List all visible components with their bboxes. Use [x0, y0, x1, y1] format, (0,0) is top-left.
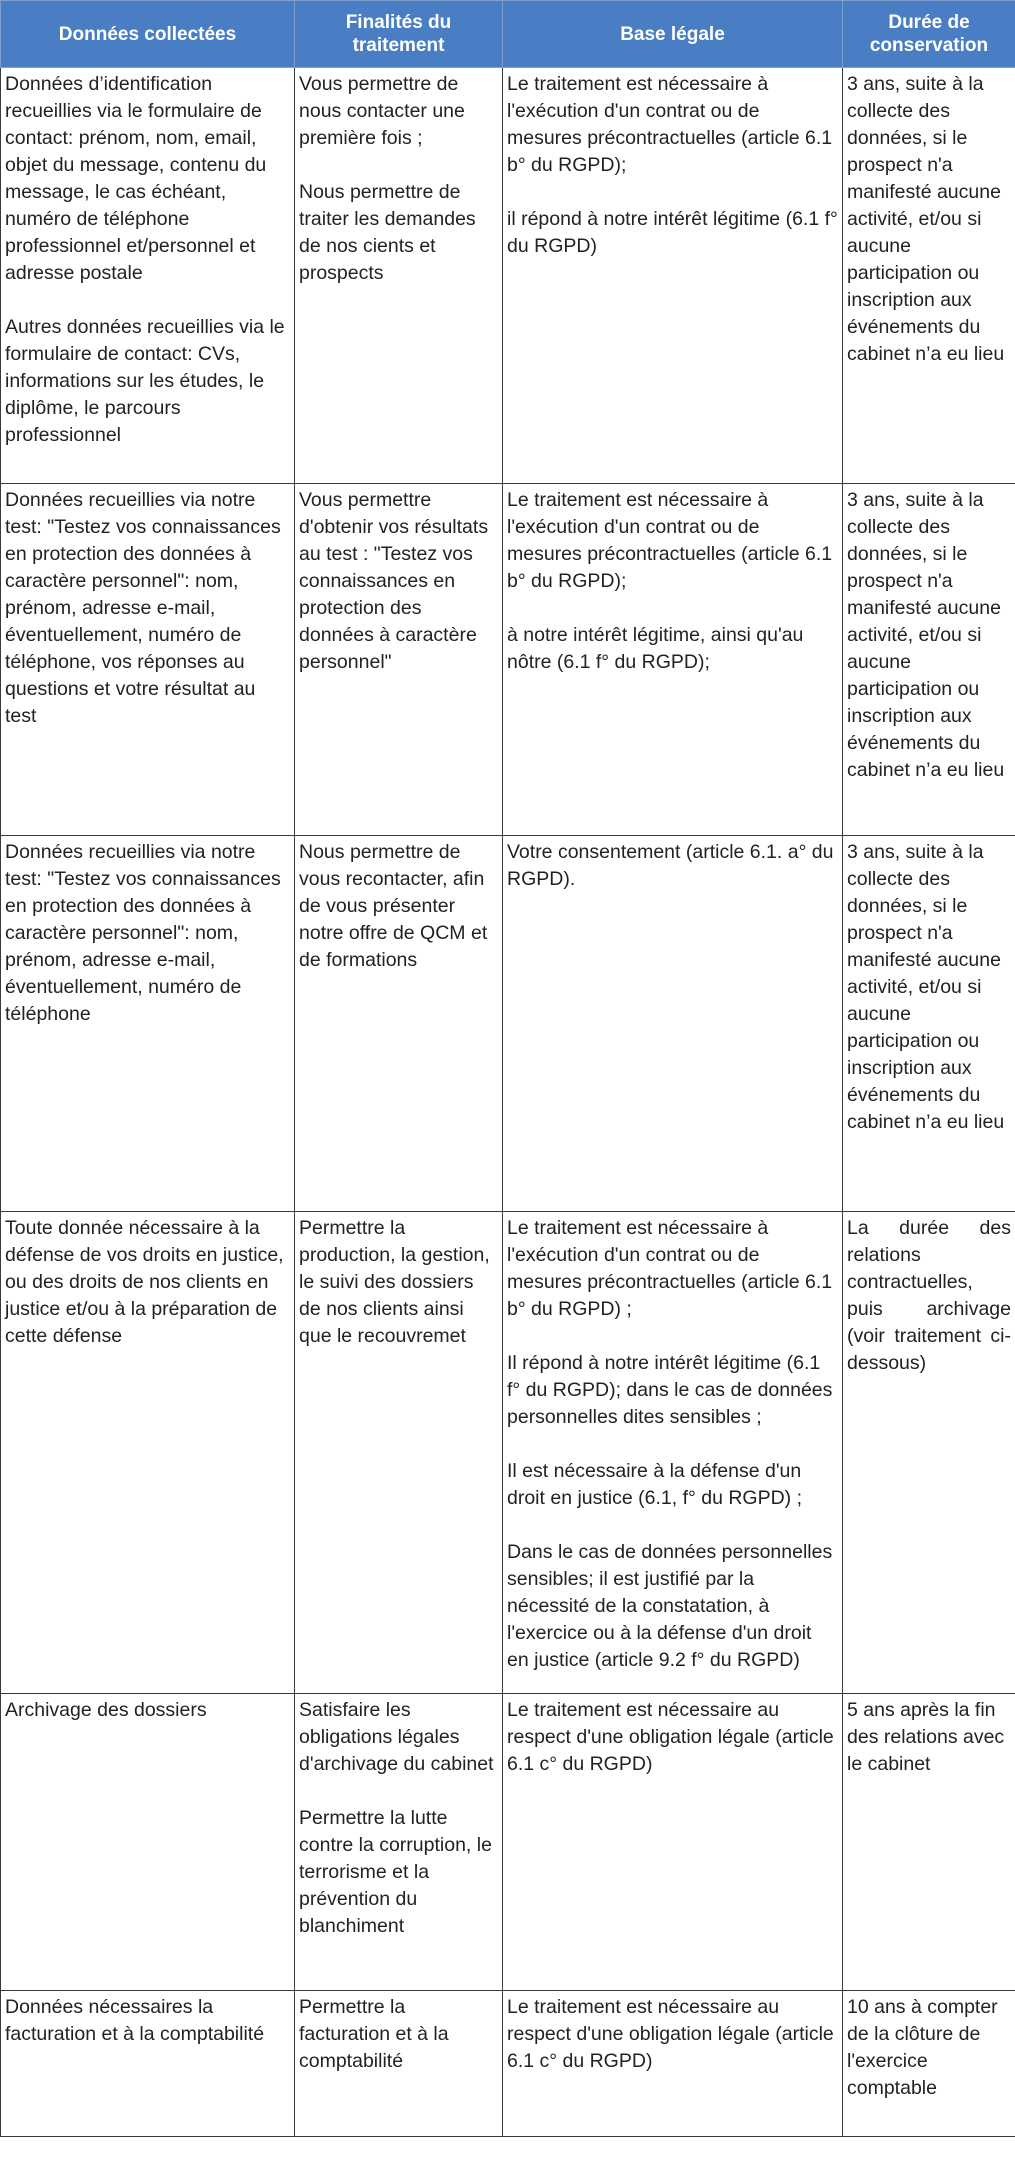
cell-paragraph: Données recueillies via notre test: "Testez vos connaissances en protection des données à caractère personnel": nom, prénom, adresse e-mail, éventuellement, numéro de téléphone, vos réponses au questions et votre résultat au test	[5, 489, 281, 727]
cell-retention	[843, 68, 1015, 484]
cell-collected-data	[1, 1212, 295, 1694]
cell-paragraph: Autres données recueillies via le formulaire de contact: CVs, informations sur les études, le diplôme, le parcours professionnel	[5, 316, 285, 446]
cell-retention	[843, 836, 1015, 1212]
cell-paragraph: Le traitement est nécessaire à l'exécution d'un contrat ou de mesures précontractuelles (article 6.1 b° du RGPD) ;	[507, 1217, 833, 1320]
cell-paragraph: La durée des relations contractuelles, puis archivage (voir traitement ci-dessous)	[847, 1217, 1011, 1374]
cell-collected-data	[1, 1694, 295, 1991]
cell-paragraph: Votre consentement (article 6.1. a° du RGPD).	[507, 841, 834, 890]
table-row	[1, 484, 1015, 836]
cell-purpose	[295, 68, 503, 484]
cell-paragraph: Le traitement est nécessaire au respect d'une obligation légale (article 6.1 c° du RGPD)	[507, 1699, 834, 1775]
cell-paragraph: Vous permettre d'obtenir vos résultats au test : "Testez vos connaissances en protection des données à caractère personnel"	[299, 489, 489, 673]
cell-paragraph: Permettre la lutte contre la corruption, le terrorisme et la prévention du blanchiment	[299, 1807, 492, 1937]
cell-paragraph: 5 ans après la fin des relations avec le cabinet	[847, 1699, 1005, 1775]
cell-paragraph: 3 ans, suite à la collecte des données, si le prospect n'a manifesté aucune activité, et/ou si aucune participation ou inscription aux événements du cabinet n’a eu lieu	[847, 841, 1005, 1133]
table-row	[1, 68, 1015, 484]
cell-purpose	[295, 484, 503, 836]
cell-legal-basis	[503, 1212, 843, 1694]
table-header-row	[1, 1, 1015, 68]
header-collected-data: Données collectées	[1, 1, 295, 68]
cell-collected-data	[1, 1991, 295, 2137]
table-row	[1, 836, 1015, 1212]
cell-collected-data	[1, 836, 295, 1212]
cell-paragraph: Données nécessaires la facturation et à la comptabilité	[5, 1996, 265, 2045]
table-row	[1, 1991, 1015, 2137]
table-row	[1, 1212, 1015, 1694]
cell-paragraph: Dans le cas de données personnelles sensibles; il est justifié par la nécessité de la constatation, à l'exercice ou à la défense d'un droit en justice (article 9.2 f° du RGPD)	[507, 1541, 833, 1671]
cell-paragraph: il répond à notre intérêt légitime (6.1 f° du RGPD)	[507, 208, 838, 257]
cell-paragraph: Données recueillies via notre test: "Testez vos connaissances en protection des données à caractère personnel": nom, prénom, adresse e-mail, éventuellement, numéro de téléphone	[5, 841, 281, 1025]
cell-legal-basis	[503, 484, 843, 836]
cell-retention	[843, 1212, 1015, 1694]
cell-paragraph: Données d’identification recueillies via le formulaire de contact: prénom, nom, email, objet du message, contenu du message, le cas échéant, numéro de téléphone professionnel et/personnel et adresse postale	[5, 73, 267, 284]
cell-purpose	[295, 836, 503, 1212]
cell-legal-basis	[503, 68, 843, 484]
cell-paragraph: 3 ans, suite à la collecte des données, si le prospect n'a manifesté aucune activité, et/ou si aucune participation ou inscription aux événements du cabinet n’a eu lieu	[847, 73, 1005, 365]
cell-paragraph: Nous permettre de traiter les demandes de nos cients et prospects	[299, 181, 476, 284]
cell-paragraph: Le traitement est nécessaire à l'exécution d'un contrat ou de mesures précontractuelles (article 6.1 b° du RGPD);	[507, 489, 833, 592]
cell-collected-data	[1, 484, 295, 836]
header-retention: Durée de conservation	[843, 1, 1015, 68]
header-legal-basis: Base légale	[503, 1, 843, 68]
cell-paragraph: Le traitement est nécessaire à l'exécution d'un contrat ou de mesures précontractuelles (article 6.1 b° du RGPD);	[507, 73, 833, 176]
cell-retention	[843, 484, 1015, 836]
cell-purpose	[295, 1991, 503, 2137]
cell-paragraph: Le traitement est nécessaire au respect d'une obligation légale (article 6.1 c° du RGPD)	[507, 1996, 834, 2072]
cell-legal-basis	[503, 836, 843, 1212]
cell-paragraph: Vous permettre de nous contacter une première fois ;	[299, 73, 465, 149]
cell-paragraph: Nous permettre de vous recontacter, afin de vous présenter notre offre de QCM et de formations	[299, 841, 488, 971]
table-row	[1, 1694, 1015, 1991]
cell-retention	[843, 1694, 1015, 1991]
cell-paragraph: 10 ans à compter de la clôture de l'exercice comptable	[847, 1996, 998, 2099]
cell-legal-basis	[503, 1991, 843, 2137]
cell-paragraph: Permettre la production, la gestion, le suivi des dossiers de nos clients ainsi que le recouvremet	[299, 1217, 490, 1347]
cell-retention	[843, 1991, 1015, 2137]
cell-paragraph: Satisfaire les obligations légales d'archivage du cabinet	[299, 1699, 494, 1775]
cell-paragraph: Toute donnée nécessaire à la défense de vos droits en justice, ou des droits de nos clients en justice et/ou à la préparation de cette défense	[5, 1217, 284, 1347]
cell-paragraph: 3 ans, suite à la collecte des données, si le prospect n'a manifesté aucune activité, et/ou si aucune participation ou inscription aux événements du cabinet n’a eu lieu	[847, 489, 1005, 781]
cell-collected-data	[1, 68, 295, 484]
cell-purpose	[295, 1212, 503, 1694]
cell-paragraph: Il est nécessaire à la défense d'un droit en justice (6.1, f° du RGPD) ;	[507, 1460, 802, 1509]
cell-paragraph: Il répond à notre intérêt légitime (6.1 f° du RGPD); dans le cas de données personnelles dites sensibles ;	[507, 1352, 833, 1428]
cell-purpose	[295, 1694, 503, 1991]
cell-paragraph: Permettre la facturation et à la comptabilité	[299, 1996, 449, 2072]
cell-paragraph: Archivage des dossiers	[5, 1699, 207, 1721]
header-purpose: Finalités du traitement	[295, 1, 503, 68]
cell-paragraph: à notre intérêt légitime, ainsi qu'au nôtre (6.1 f° du RGPD);	[507, 624, 804, 673]
cell-legal-basis	[503, 1694, 843, 1991]
